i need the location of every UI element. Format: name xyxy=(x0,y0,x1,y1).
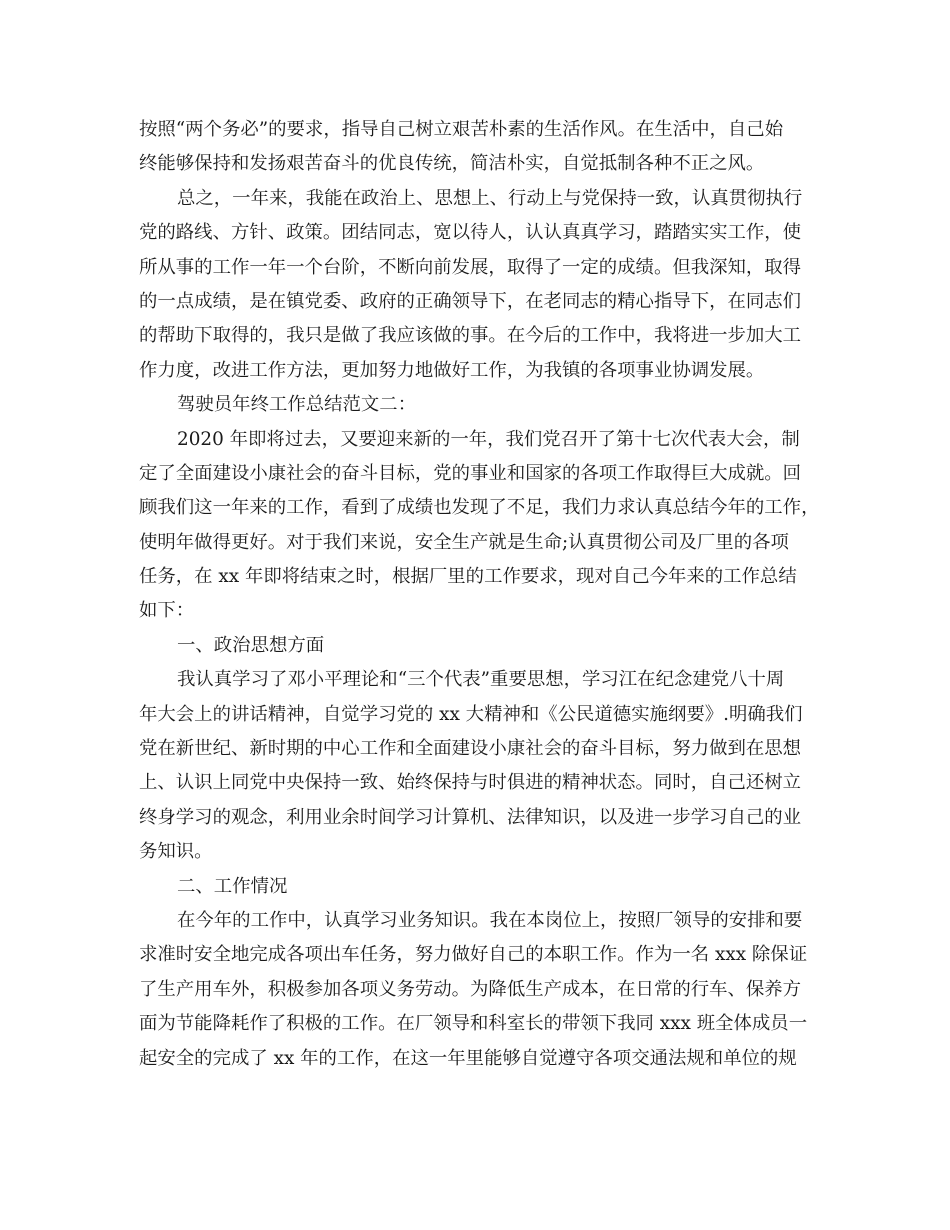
text-line: 使明年做得更好。对于我们来说，安全生产就是生命;认真贯彻公司及厂里的各项 xyxy=(139,531,789,553)
text-line: 了生产用车外，积极参加各项义务劳动。为降低生产成本，在日常的行车、保养方 xyxy=(139,978,802,1000)
text-line: 顾我们这一年来的工作，看到了成绩也发现了不足，我们力求认真总结今年的工作， xyxy=(139,497,820,519)
text-line: 的帮助下取得的，我只是做了我应该做的事。在今后的工作中，我将进一步加大工 xyxy=(139,325,802,347)
text-line: 一、政治思想方面 xyxy=(177,634,325,656)
text-line: 务知识。 xyxy=(139,841,213,863)
text-line: 的一点成绩，是在镇党委、政府的正确领导下，在老同志的精心指导下，在同志们 xyxy=(139,290,802,312)
text-line: 起安全的完成了 xx 年的工作，在这一年里能够自觉遵守各项交通法规和单位的规 xyxy=(139,1047,797,1069)
text-line: 按照“两个务必”的要求，指导自己树立艰苦朴素的生活作风。在生活中，自己始 xyxy=(139,119,784,140)
text-line: 党在新世纪、新时期的中心工作和全面建设小康社会的奋斗目标，努力做到在思想 xyxy=(139,738,802,760)
text-line: 我认真学习了邓小平理论和“三个代表”重要思想，学习江在纪念建党八十周 xyxy=(177,669,785,691)
text-line: 求准时安全地完成各项出车任务，努力做好自己的本职工作。作为一名 xxx 除保证 xyxy=(139,944,808,966)
text-line: 定了全面建设小康社会的奋斗目标，党的事业和国家的各项工作取得巨大成就。回 xyxy=(139,462,802,484)
text-line: 终身学习的观念，利用业余时间学习计算机、法律知识，以及进一步学习自己的业 xyxy=(139,806,802,828)
text-line: 党的路线、方针、政策。团结同志，宽以待人，认认真真学习，踏踏实实工作，使 xyxy=(139,222,802,244)
text-line: 年大会上的讲话精神，自觉学习党的 xx 大精神和《公民道德实施纲要》.明确我们 xyxy=(139,703,803,725)
text-line: 上、认识上同党中央保持一致、始终保持与时俱进的精神状态。同时，自己还树立 xyxy=(139,772,802,794)
text-line: 作力度，改进工作方法，更加努力地做好工作，为我镇的各项事业协调发展。 xyxy=(139,359,765,381)
text-line: 二、工作情况 xyxy=(177,875,288,897)
text-line: 面为节能降耗作了积极的工作。在厂领导和科室长的带领下我同 xxx 班全体成员一 xyxy=(139,1013,808,1035)
document-body xyxy=(139,113,819,1076)
text-line: 任务，在 xx 年即将结束之时，根据厂里的工作要求，现对自己今年来的工作总结 xyxy=(139,566,797,588)
text-line: 终能够保持和发扬艰苦奋斗的优良传统，简洁朴实，自觉抵制各种不正之风。 xyxy=(139,153,765,175)
text-line: 在今年的工作中，认真学习业务知识。我在本岗位上，按照厂领导的安排和要 xyxy=(177,909,803,931)
text-line: 所从事的工作一年一个台阶，不断向前发展，取得了一定的成绩。但我深知，取得 xyxy=(139,256,802,278)
text-line: 驾驶员年终工作总结范文二： xyxy=(177,394,417,416)
text-line: 2020 年即将过去，又要迎来新的一年，我们党召开了第十七次代表大会，制 xyxy=(177,428,800,450)
text-line: 总之，一年来，我能在政治上、思想上、行动上与党保持一致，认真贯彻执行 xyxy=(177,187,803,209)
text-line: 如下： xyxy=(139,600,195,622)
